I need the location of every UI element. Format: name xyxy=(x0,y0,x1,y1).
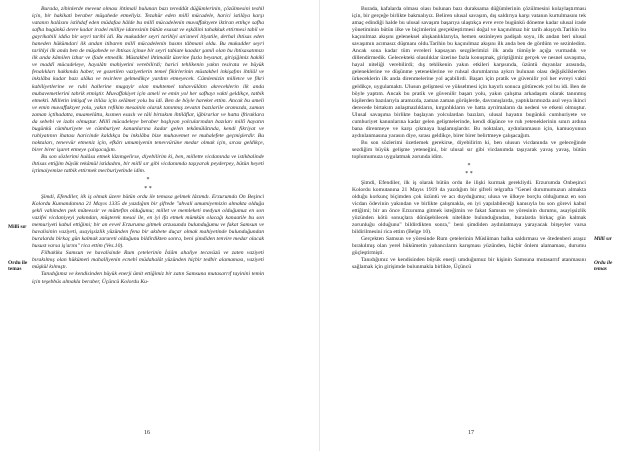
paragraph: Burada, zihinlerde meveut olması ihtimali bulunan bazı tereddüt düğümlerinin, çözülmesini teshil için, bir hakikati beraber müşahede etmeliyiz. Tezahür eden millî mücadele, harici istilâya karşı vatanın halâsını istihdaf eden müdafaa hâlde bu millî mücadelenin muvaffakıyete iktiran ettikçe safha safha bugünkü devre kadar iradei milliye idaresinin bütün esasat ve eşkâlini tahakkuk ettirmesi tabiî ve gayrikabili iddia bir seyri tarihî idi. Bu mukadder seyri tarihîyi an'anevî itiyatile, derhal ihtisas eden haneden hükümdari ilk andan itibaren millî mücadelenin hasmı tâbmani oldu. Bu mukadder seyri tarihîyi ilk anda ben de müşahede ve ihtisas içinae bir seyri tabiate kaadar şamil olan bu ihtisasatımızı ilk anda kâmilen izhar ve ifade etmedik. Müstakbel ihtimalât üzerine fazla beyanat, girişiğimiz hakikî ve maddî mücadeleye, hayalâtı mahiyetini verebilirdi; harici tehlikenin yakın tesirata ve büyük fenalıkları hakkında haber, ve gozetilen vaziyetlerin temel fikirlerinin müstakbel inkişafını ihtilâl ve inkılâba kadar bazı alâka ve tesirlere gelmedikçe yardım etmeyecek. Cümlemizin milletce ve fikri kabiliyetlerine ve ruhi hallerine mugayir olan muhtemel tahavvülâtın akreceklerin ilk anda muhavemetlerini tahrik etmiştir. Muvaffakiyet için ameli ve emin yol her safhayı vakti geldikçe, tatbik etmekti. Milletin inkişaf ve itilâsı için selâmet yolu bu idi. Ben de böyle hareket ettim. Ancak bu ameli ve emin muvaffakıyet yolu, yakın refikim mesainin olarak tanınmış zevatın bazılarile aramızda, zaman zaman içtihadatta, muamelâtta, kısmen esaslı ve tâli birtakım ihtilâflar, iğbirarlar ve hatta iftiraklara da sebebi ve izahı olmuştur. Millî mücadeleye beraber başlıyan yolcularından bazıları millî hayatın bugünkü cümhuriyete ve cümhuriyet kanunlarına kadar gelen tekâmülâtında, kendi fikriyat ve ruhiyatının ihatası haricinde kaldıkça bu inkılâba bize muhavemet ve muhalefete geçmişlerdir. Bu noktaları, tenevvür etmeniz için, efkârı umumiyenin tenevvürüne medar olmak için, sırası geldikçe, birer birer işaret etmeye çalışacağım. xyxy=(32,6,264,153)
section-divider-stars: * * xyxy=(465,171,473,178)
margin-note-ordu-ile-temas xyxy=(594,260,612,272)
paragraph: Tanıdığımız ve kendisinden büyük enerji ümit ettiğimiz bir zatın Samsuna mutasarrıf tayinini temin için teşebbüs almakla beraber, Üçüncü Kolordu Ku- xyxy=(32,271,264,285)
margin-note-line-1: Ordu ile xyxy=(594,260,613,266)
paragraph: Bu son sözlerimi hulâsa etmek lâzımgelirse, diyebilirim ki, ben, millette vicdanında ve istikbalinde ihtisas ettiğim büyük tekâmül istidadını, bir millî sır gibi vicdanımda taşıyarak peyderpey, bütün heyeti içtimaiyemize tatbik ettirmek mecburiyetinde idim. xyxy=(32,153,264,175)
paragraph: Şimdi, Efendiler, ilk iş olarak bütün ordu ile ilişki kurmak gerekliydi. Erzurumda Onbeşinci Kolordu komutanına 21 Mayıs 1919 da yazdığım bir şifreli telgrafta "Genel durumumuzun almakta olduğu korkunç biçimden çok üzüntü ve acı duyduğumu; ulusa ve ülkeye borçlu olduğumuz en son vicdan ödevinin yakından ve birlikte çalışmakla, en iyi yapılabileceği kanısıyla bu son görevi kabul ettiğimi; bir an önce Erzuruma gitmek isteğimin ve fakat Samsun ve yöresinin durumu, asayişsizlik yüzünden kötü sonuçlara dönüşebilecek nitelikte bulunduğundan, buralarda birkaç gün kalmak zorunluğu olduğunu" bildirdikten sonra," beni şimdiden aydınlatmaya yarayacak birşeyler varsa bildirilmesini rica ettim (Belge 10). xyxy=(352,179,586,236)
page-gutter xyxy=(319,0,320,451)
right-page xyxy=(330,6,630,446)
margin-note-milli-sir: Millî sır xyxy=(8,224,27,230)
paragraph: Bu son sözlerimi özetlemek gerekirse, diyebilirim ki, ben ulusun vicdanında ve geleceğinde sezdiğim büyük gelişme yeteneğini, bir ulusal sır gibi vicdanımda taşıyarak yavaş yavaş, bütün toplumumuza uygulatmak zorunda idim. xyxy=(352,139,586,160)
paragraph: Tanıdığımız ve kendisinden büyük enerji umduğumuz bir kişinin Samsuna mutasarrıf atanmasını sağlamak için girişimde bulunmakla birlikte, Üçüncü xyxy=(352,257,586,271)
right-text-column xyxy=(352,6,586,271)
margin-note-line-2: temas xyxy=(8,266,22,272)
section-divider-star: * xyxy=(146,177,150,184)
margin-note-ordu-ile-temas xyxy=(8,260,27,272)
paragraph: Gerçekten Samsun ve yöresinde Rum çetelerinin Müslüman halka saldırması ve ötedenberi araşız bırakılmış olan yerel hükümetin yabancıların karışması yüzünden, hiçbir önlem alamaması, durumu güçleştirmişti. xyxy=(352,236,586,257)
page-number: 17 xyxy=(468,430,474,436)
margin-note-line-1: Ordu ile xyxy=(8,260,28,266)
left-page xyxy=(8,6,308,446)
paragraph: Filhakika Samsun ve havalisinde Rum çetelerinin İslâm ahaliye tecavüzü ve zaten vaziyeti bırakılmış olan hükümeti mahalliyenin ecnebî müdahalât yüzünden hiçbir tedbir alamaması, vaziyeti müşkül kılmıştı. xyxy=(32,250,264,271)
margin-note-line-2: temas xyxy=(594,266,607,272)
section-divider-star: * xyxy=(467,163,471,170)
left-text-column xyxy=(32,6,264,286)
paragraph: Burada, kafalarda olması olası bulunan bazı duraksama düğümlerinin çözülmesini kolaylaştırması için, bir gerçeğe birlikte bakmalıyız. Beliren ulusal savaşım, dış saldırıya karşı vatanın kurtulmasını tek amaç edindiği halde bu ulusal savaşım başarıya ulaştıkça evre evre bugünkü döneme kadar ulusal irade yönetiminin bütün ilke ve biçimlerini gerçekleştirmesi doğal ve kaçınılmaz bir tarih akışıydı.Tarihin bu kaçınılmaz akışını geleneksel alışkanlıklarıyla, hemen sezinleyen padişah soyu, ilk andan beri ulusal savaşımın acımasız düşmanı oldu.Tarihin bu kaçınılmaz akışını ilk anda ben de gördüm ve sezinledim. Ancak sona kadar tüm evreleri kapsayan sezgilerimizi ilk anda tümüyle açığa vurmadık ve dillendirmedik. Gelecekteki olasılıklar üzerine fazla konuşmak, giriştiğimiz gerçek ve nesnel savaşıma, hayal niteliği verebilirdi; dış tehlikenin yakın etkileri karşısında, üzüntü duyanlar arasında, geleneklerine ve düşünme yeteneklerine ve ruhsal durumlarına aykırı bulunan olası değişikliklerden ürkeceklerin ilk anda direnmelerine yol açabilirdi. Başarı için pratik ve güvenilir yol her evreyi vakti geldikçe, uygulamaktı. Ulusun gelişmesi ve yükselmesi için hayırlı sonuca götürecek yol bu idi. Ben de böyle yaptım. Ancak bu pratik ve güvenilir başarı yolu, yakın çalışma arkadaşım olarak tanınmış kişilerden bazılarıyla aramızda, zaman zaman görüşlerde, davranışlarda, yaptıklarımızda asıl veya ikinci derecede birtakım anlaşmazlıkların, kırgınlıkların ve hatta ayrılmaların da nedeni ve etkeni olmuştur. Ulusal savaşıma birlikte başlayan yolculardan bazıları, ulusal hayatın bugünkü cumhuriyete ve cumhuriyet kanunlarına kadar gelen gelişmelerinde, kendi düşünce ve ruh yeteneklerinin sınırı ardına bana direnmeye ve karşı çıkmaya başlamışlardır. Bu noktaları, aydınlanmasın için, kamuoyunun aydınlanmasına yarasın diye, sırası geldikçe, birer birer belirtmeye çalışacağım. xyxy=(352,6,586,139)
page-number: 16 xyxy=(144,430,150,436)
paragraph: Şimdi, Efendiler, ilk iş olmak üzere bütün ordu ile temasa gelmek lâzımdı. Erzurumda On Beşinci Kolordu Kumandanına 21 Mayıs 1335 de yazdığım bir şifrede "ahvali umumiyemizin almakta olduğu şekli vahimden pek müteessir ve müttefim olduğumu; millet ve memleketi medyun olduğumuz en son vazifei vicdaniyeyi yakından, müşterek mesai ile, en iyi ifa etmek mümkün olacağı kanaatile bu son memuriyeti kabul ettiğimi; bir an evvel Erzuruma gitmek arzusunda bulunduğumu ve fakat Samsun ve havalisinin vaziyeti, asayişsizlik yüzünden fena bir akıbete duçar olmak mahiyetinde bulunduğundan buralarda birkaç gün kalmak zarureti olduğunu bildirdikten sonra, beni şimdiden tenvire medar olacak husust varsa iş'arını" rica ettim (Ves.10). xyxy=(32,193,264,250)
section-divider-stars: * * xyxy=(144,185,152,192)
margin-note-milli-sir: Millî sır xyxy=(594,236,612,242)
